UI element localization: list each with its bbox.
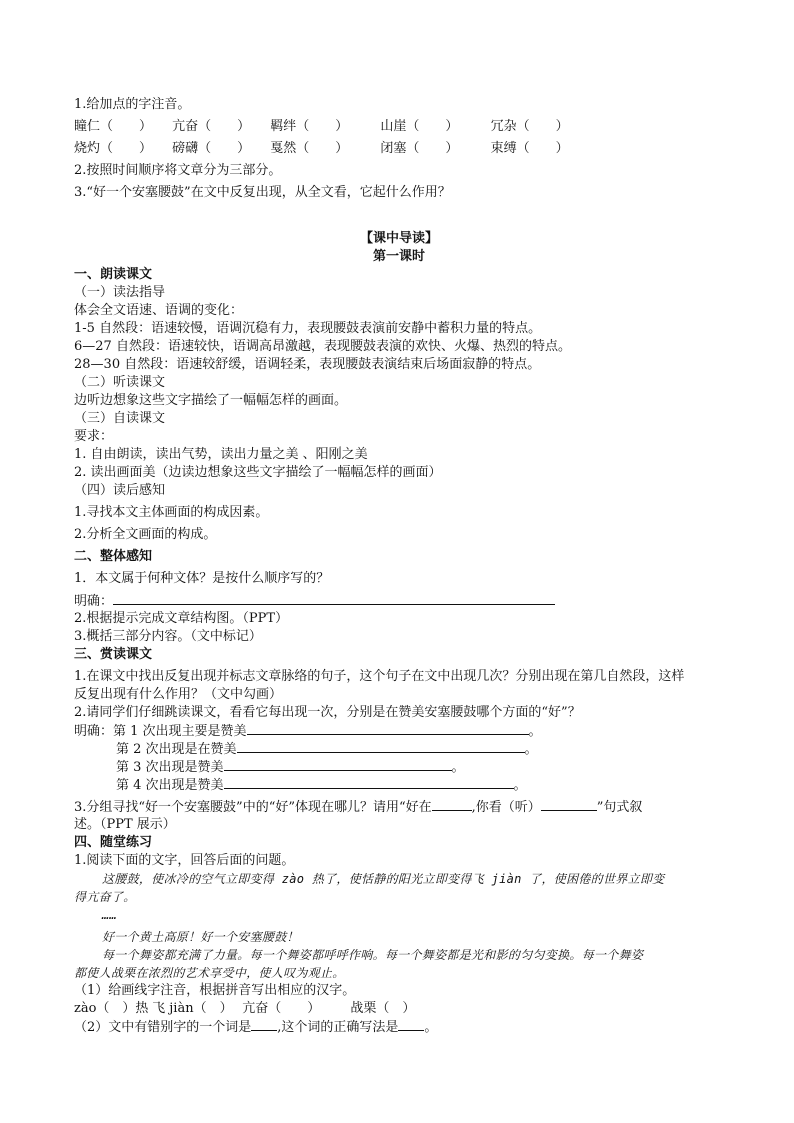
pre-question-1: 1.给加点的字注音。 bbox=[74, 97, 191, 112]
pre-question-2: 2.按照时间顺序将文章分为三部分。 bbox=[74, 163, 282, 178]
question-text: ,这个词的正确写法是 bbox=[277, 1020, 399, 1035]
pinyin-row-1 bbox=[74, 118, 724, 136]
s1-sub-3: （三）自读课文 bbox=[74, 411, 166, 426]
s2-question-1: 1．本文属于何种文体？是按什么顺序写的？ bbox=[74, 571, 330, 586]
pinyin-item: 飞 jiàn（ ） bbox=[152, 1001, 233, 1016]
s4-sub-question-1-items bbox=[74, 1000, 724, 1018]
passage-ellipsis: …… bbox=[102, 908, 118, 922]
question-text: （2）文中有错别字的一个词是 bbox=[74, 1020, 252, 1035]
s4-question-1: 1.阅读下面的文字，回答后面的问题。 bbox=[74, 853, 295, 868]
s1-para-3: 28—30 自然段：语速较舒缓，语调轻柔，表现腰鼓表演结束后场面寂静的特点。 bbox=[74, 357, 541, 372]
section-2-title: 二、整体感知 bbox=[74, 549, 153, 564]
pinyin-item: 烧灼（ ） bbox=[74, 141, 153, 156]
s3-question-3a bbox=[74, 798, 724, 816]
s2-question-3: 3.概括三部分内容。（文中标记） bbox=[74, 629, 262, 644]
s1-requirements: 要求： bbox=[74, 429, 114, 444]
passage-line-3: 好一个黄土高原！好一个安塞腰鼓！ bbox=[102, 930, 299, 944]
answer-blank[interactable] bbox=[247, 722, 529, 735]
s1-intro: 体会全文语速、语调的变化： bbox=[74, 303, 244, 318]
s3-question-2: 2.请同学们仔细跳读课文，看看它每出现一次，分别是在赞美安塞腰鼓哪个方面的“好”？ bbox=[74, 705, 581, 720]
s1-sub-1: （一）读法指导 bbox=[74, 285, 166, 300]
pinyin-item: 山崖（ ） bbox=[380, 119, 459, 134]
s3-answer-1 bbox=[74, 722, 724, 740]
answer-label: 明确： bbox=[74, 594, 114, 609]
period: 。 bbox=[524, 742, 538, 757]
answer-blank[interactable] bbox=[113, 592, 555, 605]
question-text: ,你看（听） bbox=[471, 800, 541, 815]
passage-line-5: 都使人战栗在浓烈的艺术享受中，使人叹为观止。 bbox=[74, 966, 345, 980]
pinyin-item: 亢奋（ ） bbox=[172, 119, 251, 134]
s2-answer-line bbox=[74, 592, 724, 610]
answer-label: 第 2 次出现是在赞美 bbox=[116, 742, 237, 757]
s4-sub-question-1: （1）给画线字注音，根据拼音写出相应的汉字。 bbox=[74, 983, 356, 998]
s3-question-1a: 1.在课文中找出反复出现并标志文章脉络的句子，这个句子在文中出现几次？分别出现在第几自然段，这样 bbox=[74, 669, 685, 684]
pinyin-item: 戛然（ ） bbox=[270, 141, 349, 156]
s1-para-2: 6—27 自然段：语速较快，语调高昂激越，表现腰鼓表演的欢快、火爆、热烈的特点。 bbox=[74, 339, 571, 354]
passage-line-1: 这腰鼓，使冰冷的空气立即变得 zào 热了，使恬静的阳光立即变得飞 jiàn 了，使困倦的世界立即变 bbox=[102, 872, 665, 886]
s1-feel-1: 1.寻找本文主体画面的构成因素。 bbox=[74, 505, 269, 520]
question-text: ”句式叙 bbox=[596, 800, 643, 815]
answer-blank[interactable] bbox=[541, 798, 597, 811]
section-1-title: 一、朗读课文 bbox=[74, 267, 153, 282]
answer-blank[interactable] bbox=[224, 758, 452, 771]
answer-blank[interactable] bbox=[237, 740, 525, 753]
s3-question-3d: 述。（PPT 展示） bbox=[74, 817, 176, 832]
s1-req-2: 2. 读出画面美（边读边想象这些文字描绘了一幅幅怎样的画面） bbox=[74, 465, 442, 480]
question-text: 3.分组寻找“好一个安塞腰鼓”中的“好”体现在哪儿？请用“好在 bbox=[74, 800, 432, 815]
period: 。 bbox=[513, 778, 527, 793]
s3-question-1b: 反复出现有什么作用？（文中勾画） bbox=[74, 687, 283, 702]
passage-line-4: 每一个舞姿都充满了力量。每一个舞姿都呼呼作响。每一个舞姿都是光和影的匀匀变换。每一个舞姿 bbox=[102, 948, 644, 962]
answer-blank[interactable] bbox=[224, 776, 514, 789]
period: 。 bbox=[451, 760, 465, 775]
answer-label: 明确：第 1 次出现主要是赞美 bbox=[74, 724, 247, 739]
lesson-subtitle: 第一课时 bbox=[372, 249, 425, 264]
s3-answer-2 bbox=[74, 740, 724, 758]
pre-question-3: 3.“好一个安塞腰鼓”在文中反复出现，从全文看，它起什么作用？ bbox=[74, 185, 451, 200]
s1-para-1: 1-5 自然段：语速较慢，语调沉稳有力，表现腰鼓表演前安静中蓄积力量的特点。 bbox=[74, 321, 542, 336]
s1-sub-2: （二）听读课文 bbox=[74, 375, 166, 390]
s1-sub-4: （四）读后感知 bbox=[74, 483, 166, 498]
answer-label: 第 4 次出现是赞美 bbox=[116, 778, 224, 793]
answer-label: 第 3 次出现是赞美 bbox=[116, 760, 224, 775]
answer-blank[interactable] bbox=[398, 1018, 424, 1031]
pinyin-item: 战栗（ ） bbox=[350, 1001, 416, 1016]
pinyin-item: 羁绊（ ） bbox=[270, 119, 349, 134]
section-3-title: 三、赏读课文 bbox=[74, 647, 153, 662]
answer-blank[interactable] bbox=[251, 1018, 277, 1031]
period: 。 bbox=[528, 724, 542, 739]
pinyin-item: zào（ ）热 bbox=[74, 1001, 149, 1016]
pinyin-item: 亢奋（ ） bbox=[242, 1001, 321, 1016]
pinyin-item: 束缚（ ） bbox=[490, 141, 569, 156]
section-heading: 【课中导读】 bbox=[359, 231, 438, 246]
pinyin-row-2 bbox=[74, 140, 724, 158]
s1-feel-2: 2.分析全文画面的构成。 bbox=[74, 527, 217, 542]
answer-blank[interactable] bbox=[432, 798, 472, 811]
s1-sub-2-text: 边听边想象这些文字描绘了一幅幅怎样的画面。 bbox=[74, 393, 348, 408]
worksheet-page bbox=[74, 96, 724, 1036]
section-4-title: 四、随堂练习 bbox=[74, 835, 153, 850]
period: 。 bbox=[424, 1020, 438, 1035]
pinyin-item: 磅礴（ ） bbox=[172, 141, 251, 156]
s4-sub-question-2 bbox=[74, 1018, 724, 1036]
s2-question-2: 2.根据提示完成文章结构图。（PPT） bbox=[74, 611, 289, 626]
s3-answer-3 bbox=[74, 758, 724, 776]
pinyin-item: 瞳仁（ ） bbox=[74, 119, 153, 134]
pinyin-item: 闭塞（ ） bbox=[380, 141, 459, 156]
s3-answer-4 bbox=[74, 776, 724, 794]
passage-line-2: 得亢奋了。 bbox=[74, 890, 136, 904]
pinyin-item: 冗杂（ ） bbox=[490, 119, 569, 134]
s1-req-1: 1. 自由朗读，读出气势，读出力量之美 、阳刚之美 bbox=[74, 447, 368, 462]
